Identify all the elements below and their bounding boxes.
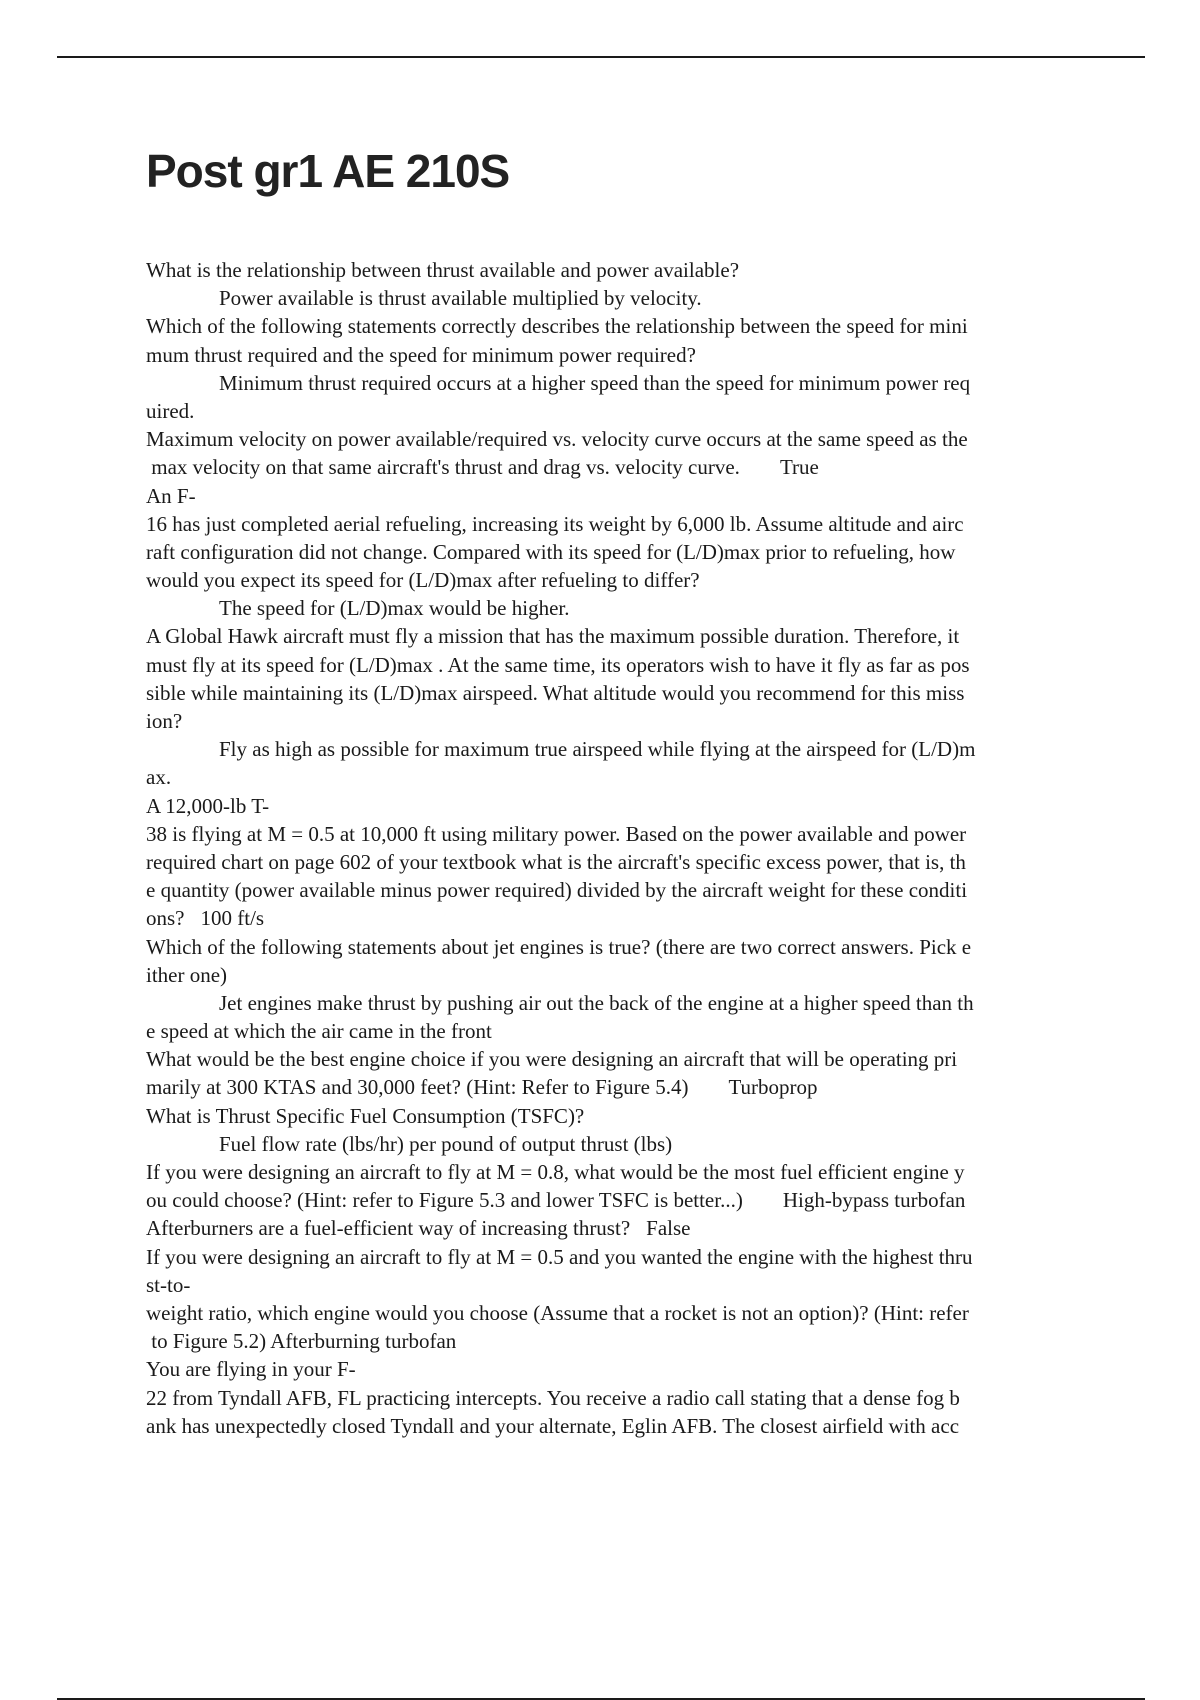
answer-line: Minimum thrust required occurs at a higher speed than the speed for minimum power req: [219, 370, 971, 395]
question-line: ank has unexpectedly closed Tyndall and your alternate, Eglin AFB. The closest airfield with acc: [146, 1413, 960, 1438]
question-line: required chart on page 602 of your textbook what is the aircraft's specific excess power, that is, th: [146, 849, 966, 874]
question-line: Maximum velocity on power available/required vs. velocity curve occurs at the same speed as the: [146, 427, 968, 452]
question-line: If you were designing an aircraft to fly at M = 0.8, what would be the most fuel efficient engine y: [146, 1160, 965, 1184]
answer-text: Turboprop: [728, 1075, 818, 1100]
question-line: 38 is flying at M = 0.5 at 10,000 ft using military power. Based on the power available and power: [146, 821, 967, 846]
document-body: [146, 256, 1096, 1440]
answer-line: uired.: [146, 398, 195, 423]
question-line: sible while maintaining its (L/D)max airspeed. What altitude would you recommend for this miss: [146, 680, 965, 705]
question-line: weight ratio, which engine would you choose (Assume that a rocket is not an option)? (Hint: refer: [146, 1300, 969, 1325]
answer-line: ax.: [146, 765, 172, 790]
answer-line: Power available is thrust available multiplied by velocity.: [219, 286, 702, 311]
answer-text: False: [646, 1216, 691, 1241]
question-line: An F-: [146, 483, 196, 508]
question-line: What would be the best engine choice if you were designing an aircraft that will be operating pri: [146, 1047, 958, 1072]
question-line: Which of the following statements correctly describes the relationship between the speed for mini: [146, 314, 968, 339]
question-line: marily at 300 KTAS and 30,000 feet? (Hint: Refer to Figure 5.4) Turboprop: [146, 1075, 818, 1100]
question-line: A Global Hawk aircraft must fly a mission that has the maximum possible duration. Therefore, it: [146, 624, 960, 649]
question-line: to Figure 5.2) Afterburning turbofan: [146, 1329, 457, 1354]
question-line: What is the relationship between thrust available and power available?: [146, 258, 740, 282]
question-line: must fly at its speed for (L/D)max . At the same time, its operators wish to have it fly as far as pos: [146, 652, 970, 677]
question-line: What is Thrust Specific Fuel Consumption (TSFC)?: [146, 1103, 585, 1128]
question-line: Afterburners are a fuel-efficient way of increasing thrust? False: [146, 1216, 691, 1241]
answer-line: The speed for (L/D)max would be higher.: [219, 596, 570, 621]
question-line: e quantity (power available minus power required) divided by the aircraft weight for these conditi: [146, 878, 968, 903]
answer-line: Jet engines make thrust by pushing air out the back of the engine at a higher speed than th: [219, 990, 974, 1015]
question-line: If you were designing an aircraft to fly at M = 0.5 and you wanted the engine with the highest thru: [146, 1244, 973, 1269]
answer-text: 100 ft/s: [200, 906, 265, 931]
answer-line: Fly as high as possible for maximum true airspeed while flying at the airspeed for (L/D)m: [219, 737, 976, 762]
question-line: mum thrust required and the speed for minimum power required?: [146, 342, 696, 367]
question-line: ither one): [146, 962, 228, 987]
question-line: Which of the following statements about jet engines is true? (there are two correct answers. Pick e: [146, 934, 972, 959]
question-line: ou could choose? (Hint: refer to Figure 5.3 and lower TSFC is better...) High-bypass turbofan: [146, 1188, 966, 1213]
page-title: Post gr1 AE 210S: [146, 145, 510, 197]
question-line: raft configuration did not change. Compared with its speed for (L/D)max prior to refueling, how: [146, 539, 956, 564]
question-line: You are flying in your F-: [146, 1357, 356, 1382]
question-line: ons? 100 ft/s: [146, 906, 265, 931]
question-line: ion?: [146, 709, 183, 733]
answer-text: True: [779, 455, 819, 480]
answer-text: Afterburning turbofan: [270, 1329, 457, 1354]
question-line: A 12,000-lb T-: [146, 793, 270, 818]
question-line: max velocity on that same aircraft's thrust and drag vs. velocity curve. True: [146, 455, 819, 480]
question-line: would you expect its speed for (L/D)max after refueling to differ?: [146, 568, 700, 593]
answer-line: Fuel flow rate (lbs/hr) per pound of output thrust (lbs): [219, 1131, 673, 1156]
question-line: 22 from Tyndall AFB, FL practicing intercepts. You receive a radio call stating that a dense fog b: [146, 1385, 960, 1410]
question-line: 16 has just completed aerial refueling, increasing its weight by 6,000 lb. Assume altitude and airc: [146, 511, 964, 536]
question-line: st-to-: [146, 1272, 191, 1297]
top-rule: [57, 56, 1145, 58]
answer-text: High-bypass turbofan: [782, 1188, 966, 1213]
answer-line: e speed at which the air came in the front: [146, 1019, 492, 1044]
